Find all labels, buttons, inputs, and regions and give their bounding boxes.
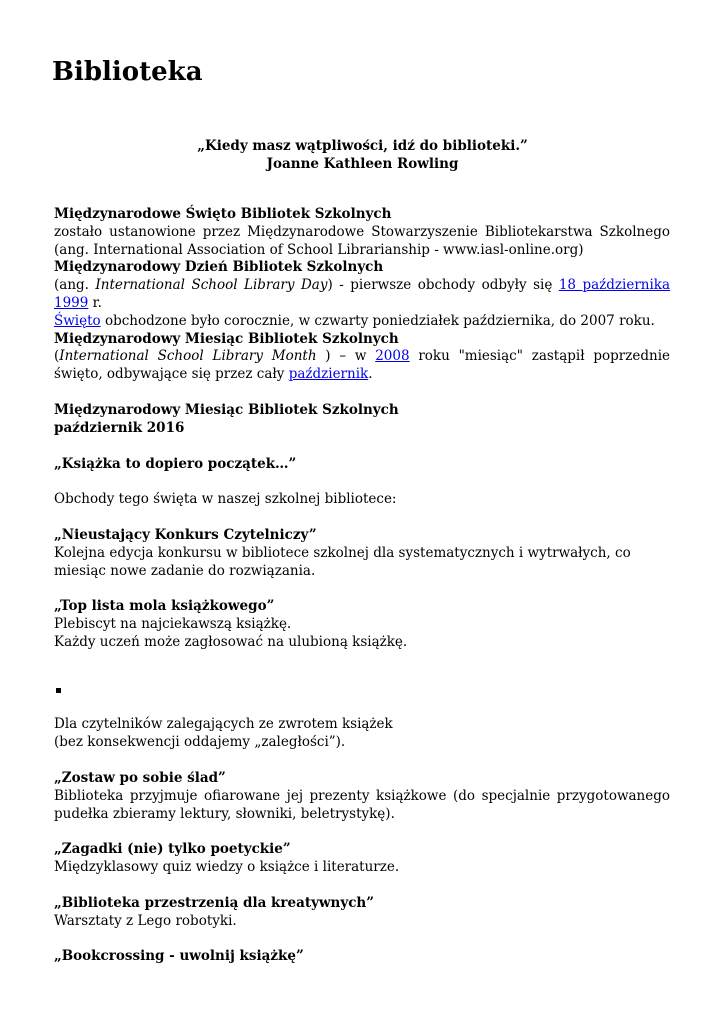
link-swieto[interactable]: Święto xyxy=(54,312,101,329)
intro-paragraph-month: (International School Library Month ) – w 2008 roku "miesiąc" zastąpił poprzednie święto, odbywające się przez cały październik. xyxy=(54,348,671,383)
item-poetic-riddles xyxy=(54,841,670,877)
intro-paragraph-annual: Święto obchodzone było corocznie, w czwarty poniedziałek października, do 2007 roku. xyxy=(54,312,655,329)
item-title: „Bookcrossing - uwolnij książkę” xyxy=(54,948,304,964)
page-title: Biblioteka xyxy=(52,57,203,87)
quote-author: Joanne Kathleen Rowling xyxy=(266,156,459,172)
intro-section xyxy=(54,206,670,384)
item-title: „Top lista mola książkowego” xyxy=(54,598,275,614)
quote-text: „Kiedy masz wątpliwości, idź do biblioteki.” xyxy=(197,138,528,154)
month-motto: „Książka to dopiero początek…” xyxy=(54,456,297,472)
intro-heading-school-library-month: Międzynarodowy Miesiąc Bibliotek Szkolnych xyxy=(54,330,399,347)
item-title: „Zostaw po sobie ślad” xyxy=(54,770,226,786)
month-date: październik 2016 xyxy=(54,420,185,436)
link-1999[interactable]: 1999 xyxy=(54,294,89,311)
link-pazdziernik[interactable]: październik xyxy=(288,366,369,383)
item-bookcrossing xyxy=(54,948,670,966)
bullet-marker xyxy=(56,688,61,693)
item-title: „Nieustający Konkurs Czytelniczy” xyxy=(54,527,317,543)
item-text: Międzyklasowy quiz wiedzy o książce i literaturze. xyxy=(54,858,400,875)
item-text: Kolejna edycja konkursu w bibliotece szkolnej dla systematycznych i wytrwałych, co miesiąc nowe zadanie do rozwiązania. xyxy=(54,544,631,579)
english-name-day: International School Library Day xyxy=(95,277,328,294)
item-reading-contest xyxy=(54,527,670,580)
item-text: Warsztaty z Lego robotyki. xyxy=(54,912,237,929)
link-2008[interactable]: 2008 xyxy=(375,348,410,365)
item-leave-trace xyxy=(54,770,670,823)
amnesty-note xyxy=(54,716,670,752)
month-lead: Obchody tego święta w naszej szkolnej bibliotece: xyxy=(54,491,397,507)
item-top-list xyxy=(54,598,670,651)
intro-heading-day-of-libraries: Międzynarodowe Święto Bibliotek Szkolnych xyxy=(54,206,392,222)
item-text: Plebiscyt na najciekawszą książkę. xyxy=(54,615,292,632)
intro-heading-school-library-day: Międzynarodowy Dzień Bibliotek Szkolnych xyxy=(54,259,384,276)
month-heading: Międzynarodowy Miesiąc Bibliotek Szkolnych xyxy=(54,402,399,418)
item-creative-space xyxy=(54,895,670,931)
link-18-october[interactable]: 18 października xyxy=(558,277,671,294)
item-text: Biblioteka przyjmuje ofiarowane jej prezenty książkowe (do specjalnie przygotowanego pudełka zbieramy lektury, słowniki, beletrystykę). xyxy=(54,787,670,822)
item-text: Każdy uczeń może zagłosować na ulubioną książkę. xyxy=(54,633,408,650)
intro-paragraph-iasl: zostało ustanowione przez Międzynarodowe Stowarzyszenie Bibliotekarstwa Szkolnego (ang. International Association of School Librarianship - www.iasl-online.org) xyxy=(54,223,670,258)
item-title: „Zagadki (nie) tylko poetyckie” xyxy=(54,841,291,857)
amnesty-line: Dla czytelników zalegających ze zwrotem książek xyxy=(54,716,393,732)
item-title: „Biblioteka przestrzenią dla kreatywnych” xyxy=(54,895,375,911)
intro-paragraph-first-celebration: (ang. International School Library Day) - pierwsze obchody odbyły się 18 października 1999 r. xyxy=(54,277,671,311)
amnesty-line: (bez konsekwencji oddajemy „zaległości”). xyxy=(54,733,346,750)
english-name-month: International School Library Month xyxy=(59,348,317,365)
